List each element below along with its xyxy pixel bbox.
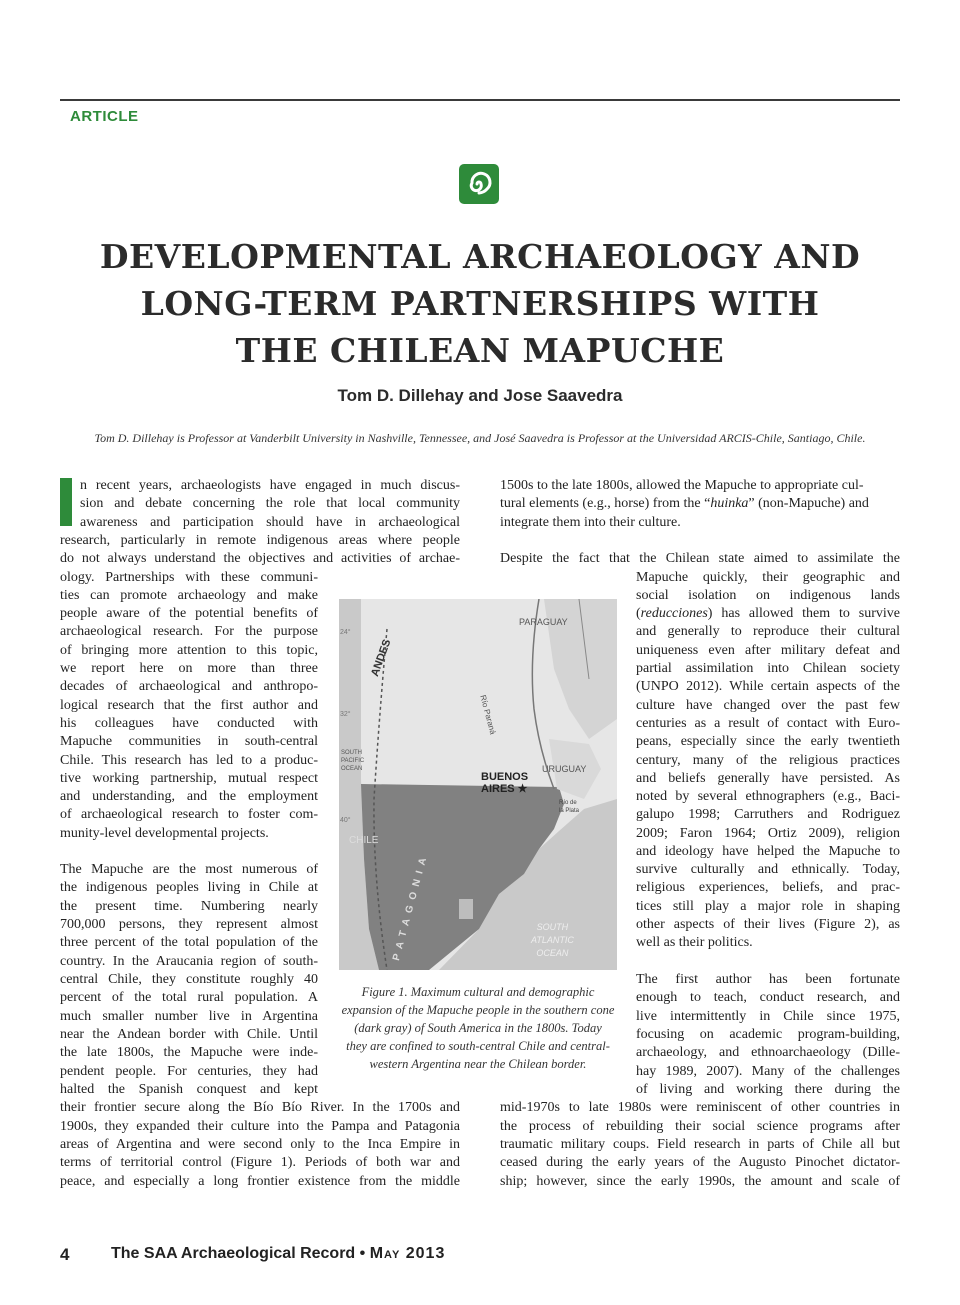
label-rio-plata	[559, 799, 579, 815]
col1-line-1: n recent years, archaeologists have engaged in much discus-	[80, 478, 460, 493]
label-buenos-aires	[481, 771, 528, 795]
col2-line-8: (UNPO 2012). While certain aspects of the	[636, 679, 900, 694]
col1-line-18: and understanding, and the employment	[60, 789, 318, 804]
col2-line-34: ship; however, since the early 1990s, the amount and scale of	[500, 1174, 900, 1189]
title-line-3: THE CHILEAN MAPUCHE	[235, 331, 725, 370]
col1-line-6: ology. Partnerships with these communi-	[60, 570, 318, 585]
col1-line-19: of archaeological research to foster com-	[60, 807, 318, 822]
col2-top-line-2	[500, 495, 900, 513]
col2-line-6: uniqueness even after military defeat and	[636, 643, 900, 658]
affiliation: Tom D. Dillehay is Professor at Vanderbilt University in Nashville, Tennessee, and José Saavedra is Professor at the Universidad ARCIS-Chile, Santiago, Chile.	[94, 431, 866, 445]
label-south-pacific-3: OCEAN	[341, 766, 363, 772]
col2-line-5: and generally to reproduce their cultural	[636, 624, 900, 639]
col2-line-4: (reducciones) has allowed them to survive	[636, 606, 900, 621]
col2-line-26: focusing on academic program-building,	[636, 1027, 900, 1042]
col2-line-16: 2009; Faron 1964; Ortiz 2009), religion	[636, 826, 900, 841]
title-line-1: DEVELOPMENTAL ARCHAEOLOGY AND	[99, 237, 861, 276]
col1-line-4: research, particularly in remote indigenous areas where people	[60, 533, 460, 548]
col2-line-7: partial assimilation into Chilean society	[636, 661, 900, 676]
col1-line-24: 700,000 persons, they represent almost	[60, 917, 318, 932]
title-line-2: LONG-TERM PARTNERSHIPS WITH	[140, 284, 820, 323]
col1-line-21: The Mapuche are the most numerous of	[60, 862, 318, 877]
col1-line-34: their frontier secure along the Bío Bío River. In the 1700s and	[60, 1100, 460, 1115]
col2-line-2: Mapuche quickly, their geographic and	[636, 570, 900, 585]
caption-line-1: Figure 1. Maximum cultural and demographic	[361, 985, 595, 999]
col2-line-13: and beliefs generally have persisted. As	[636, 771, 900, 786]
col1-line-9: archaeological research. For the purpose	[60, 624, 318, 639]
col1-line-28: percent of the total rural population. A	[60, 990, 318, 1005]
col2-line-21: other aspects of their lives (Figure 2), as	[636, 917, 900, 932]
col1-line-13: logical research that the first author and	[60, 698, 318, 713]
col2-line-18: survive culturally and ethnically. Today,	[636, 862, 900, 877]
col1-line-3: awareness and participation should have in archaeological	[80, 515, 460, 530]
caption-line-2: expansion of the Mapuche people in the southern cone	[341, 1003, 615, 1017]
label-south-pacific-1: SOUTH	[341, 750, 362, 756]
col1-line-16: Chile. This research has led to a produc-	[60, 753, 318, 768]
col1-line-11: we report here on more than three	[60, 661, 318, 676]
label-paraguay: PARAGUAY	[519, 617, 568, 627]
caption-line-4: they are confined to south-central Chile and central-	[346, 1039, 610, 1053]
col1-line-33: halted the Spanish conquest and kept	[60, 1082, 318, 1097]
col2-line-30: mid-1970s to late 1980s were reminiscent of other countries in	[500, 1100, 900, 1115]
col2-line-25: live intermittently in Chile since 1975,	[636, 1009, 900, 1024]
col1-line-31: the late 1800s, the Mapuche were inde-	[60, 1045, 318, 1060]
journal-name: The SAA Archaeological Record •	[111, 1245, 370, 1262]
col1-line-35: 1900s, they expanded their culture into the Pampa and Patagonia	[60, 1119, 460, 1134]
col2-line-24: enough to teach, conduct research, and	[636, 990, 900, 1005]
col2-line-31: the process of rebuilding their social science programs after	[500, 1119, 900, 1134]
label-south-atlantic-2: ATLANTIC	[531, 935, 574, 945]
col1-line-37: terms of territorial control (Figure 1). Periods of both war and	[60, 1155, 460, 1170]
col2-line-9: culture have changed over the past few	[636, 698, 900, 713]
col1-line-2: sion and debate concerning the role that local community	[80, 496, 460, 511]
col2-line-17: and ideology have helped the Mapuche to	[636, 844, 900, 859]
col1-line-14: his colleagues have conducted with	[60, 716, 318, 731]
label-rio-plata-1: Río de	[559, 800, 577, 806]
col2-line-29: of living and working there during the	[636, 1082, 900, 1097]
col2-line-15: galupo 1998; Carruthers and Rodriguez	[636, 807, 900, 822]
col2-line-3: social isolation on indigenous lands	[636, 588, 900, 603]
label-buenos-aires-2: AIRES ★	[481, 783, 528, 795]
col2-line-11: peans, especially since the early twentieth	[636, 734, 900, 749]
col2-top-line-2-italic: huinka	[710, 496, 749, 511]
col2-top-line-2-post: ” (non-Mapuche) and	[748, 496, 869, 511]
spiral-logo-icon	[458, 163, 500, 205]
col1-line-36: areas of Argentina and were second only to the Inca Empire in	[60, 1137, 460, 1152]
label-andes: ANDES	[369, 637, 394, 679]
label-uruguay: URUGUAY	[542, 764, 587, 774]
col1-line-20: munity-level developmental projects.	[60, 826, 269, 841]
col1-line-30: near the Andean border with Chile. Until	[60, 1027, 318, 1042]
col2-top-line-3: integrate them into their culture.	[500, 515, 681, 530]
col2-top-line-2-pre: tural elements (e.g., horse) from the “	[500, 496, 711, 511]
col1-line-15: Mapuche communities in south-central	[60, 734, 318, 749]
label-south-atlantic-3: OCEAN	[536, 948, 569, 958]
col1-line-29: much smaller number live in Argentina	[60, 1009, 318, 1024]
label-patagonia: PATAGONIA	[391, 851, 431, 962]
col1-line-8: people aware of the potential benefits of	[60, 606, 318, 621]
header-rule	[60, 99, 900, 101]
col2-line-22: well as their politics.	[636, 935, 753, 950]
page-number: 4	[60, 1245, 70, 1264]
col1-line-32: pendent people. For centuries, they had	[60, 1064, 318, 1079]
article-title	[60, 233, 900, 374]
authors: Tom D. Dillehay and Jose Saavedra	[337, 386, 623, 405]
col1-line-25: three percent of the total population of the	[60, 935, 318, 950]
label-south-atlantic	[531, 921, 574, 960]
col1-line-22: the indigenous peoples living in Chile at	[60, 880, 318, 895]
label-chile: CHILE	[349, 835, 379, 846]
col1-line-26: country. In the Araucania region of south-	[60, 954, 318, 969]
col2-line-20: tices still play a major role in shaping	[636, 899, 900, 914]
col2-top-line-1: 1500s to the late 1800s, allowed the Mapuche to appropriate cul-	[500, 478, 864, 493]
col1-line-23: the present time. Numbering nearly	[60, 899, 318, 914]
col1-line-27: central Chile, they constitute roughly 40	[60, 972, 318, 987]
col2-line-10: centuries as a result of contact with Euro-	[636, 716, 900, 731]
col1-line-7: ties can promote archaeology and make	[60, 588, 318, 603]
journal-footer	[111, 1245, 445, 1263]
col2-line-1: Despite the fact that the Chilean state aimed to assimilate the	[500, 551, 900, 566]
col1-line-38: peace, and especially a long frontier existence from the middle	[60, 1174, 460, 1189]
col2-line-33: ceased during the early years of the Augusto Pinochet dictator-	[500, 1155, 900, 1170]
section-label: ARTICLE	[70, 108, 139, 125]
label-lat-24: 24°	[340, 629, 351, 636]
figure-1-map	[339, 599, 617, 970]
col2-line-27: archaeology, and ethnoarchaeology (Dille-	[636, 1045, 900, 1060]
map-island	[459, 899, 473, 919]
drop-cap	[60, 478, 72, 526]
label-rio-plata-2: la Plata	[559, 808, 580, 814]
caption-line-5: western Argentina near the Chilean border.	[369, 1057, 587, 1071]
label-south-atlantic-1: SOUTH	[536, 922, 569, 932]
label-buenos-aires-1: BUENOS	[481, 771, 529, 783]
issue-month: May 2013	[369, 1245, 446, 1262]
label-south-pacific	[341, 749, 364, 773]
col2-line-14: noted by several ethnographers (e.g., Baci-	[636, 789, 900, 804]
col2-line-23: The first author has been fortunate	[636, 972, 900, 987]
label-rio-parana: Río Paraná	[478, 694, 498, 736]
col2-line-12: century, many of the religious practices	[636, 753, 900, 768]
col1-line-5: do not always understand the objectives and activities of archae-	[60, 551, 460, 566]
label-lat-32: 32°	[340, 711, 351, 718]
label-lat-40: 40°	[340, 817, 351, 824]
col2-line-28: hay 1989, 2007). Many of the challenges	[636, 1064, 900, 1079]
col2-line-32: traumatic military coups. Field research in parts of Chile all but	[500, 1137, 900, 1152]
col1-line-12: decades of archaeological and anthropo-	[60, 679, 318, 694]
label-south-pacific-2: PACIFIC	[341, 758, 365, 764]
caption-line-3: (dark gray) of South America in the 1800s. Today	[354, 1021, 602, 1035]
col1-line-17: tive working partnership, mutual respect	[60, 771, 318, 786]
col2-line-19: religious experiences, beliefs, and prac-	[636, 880, 900, 895]
col1-line-10: of bringing more attention to this topic,	[60, 643, 318, 658]
